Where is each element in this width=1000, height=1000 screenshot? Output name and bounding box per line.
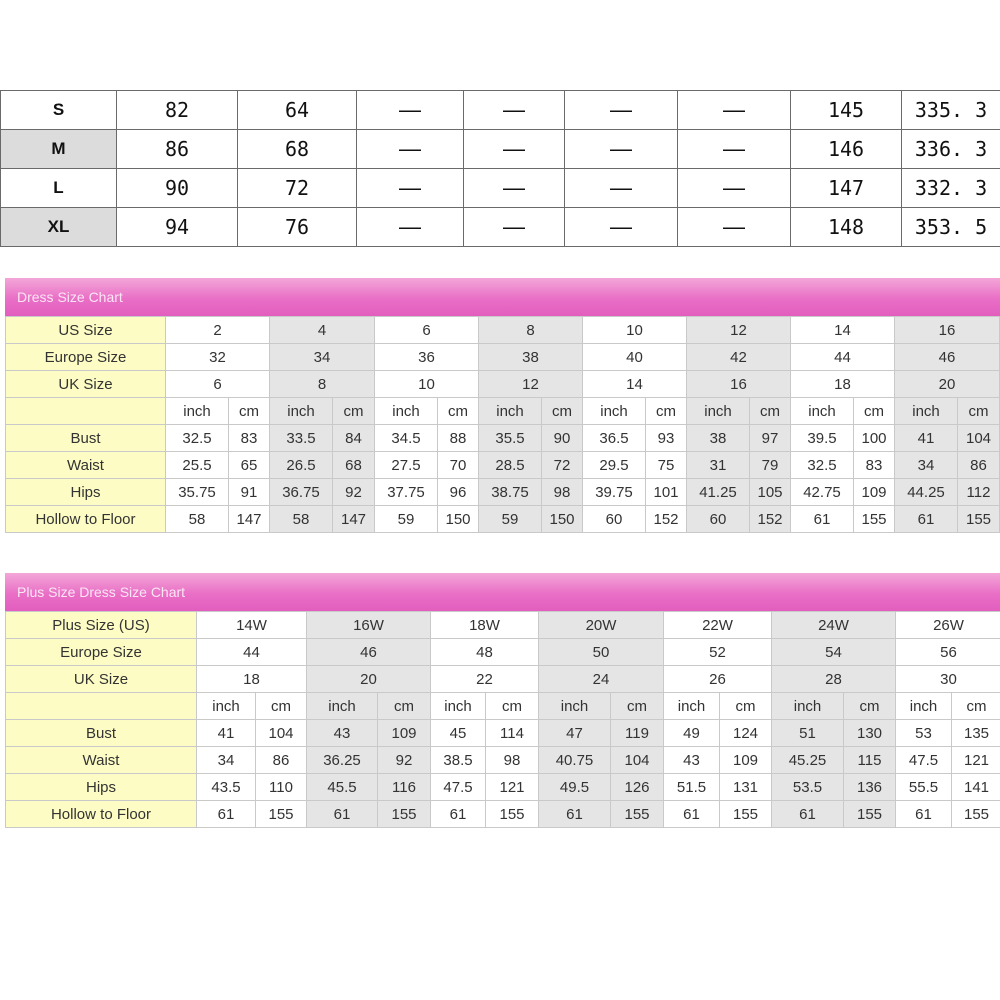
size-cell: 52 <box>664 639 772 666</box>
letter-size-table <box>0 90 1000 247</box>
size-cell: 22 <box>431 666 539 693</box>
empty-dash-cell: — <box>678 91 791 130</box>
inch-value-cell: 31 <box>687 452 750 479</box>
row-label-empty <box>6 693 197 720</box>
measurement-label: Hips <box>6 774 197 801</box>
cm-value-cell: 150 <box>438 506 479 533</box>
empty-dash-cell: — <box>464 91 565 130</box>
unit-cm: cm <box>611 693 664 720</box>
unit-inch: inch <box>479 398 542 425</box>
unit-cm: cm <box>378 693 431 720</box>
empty-dash-cell: — <box>357 91 464 130</box>
unit-inch: inch <box>791 398 854 425</box>
cm-value-cell: 115 <box>844 747 896 774</box>
size-cell: 14 <box>583 371 687 398</box>
row-label: Europe Size <box>6 639 197 666</box>
inch-value-cell: 61 <box>539 801 611 828</box>
cm-value-cell: 155 <box>844 801 896 828</box>
unit-cm: cm <box>256 693 307 720</box>
empty-dash-cell: — <box>678 169 791 208</box>
size-cell: 8 <box>270 371 375 398</box>
unit-cm: cm <box>229 398 270 425</box>
size-cell: 12 <box>687 317 791 344</box>
value-cell: 94 <box>117 208 238 247</box>
inch-value-cell: 34 <box>197 747 256 774</box>
plus-size-chart-title: Plus Size Dress Size Chart <box>5 573 1000 611</box>
dress-size-chart-title: Dress Size Chart <box>5 278 1000 316</box>
cm-value-cell: 105 <box>750 479 791 506</box>
row-label: UK Size <box>6 666 197 693</box>
value-cell: 64 <box>238 91 357 130</box>
unit-inch: inch <box>895 398 958 425</box>
unit-cm: cm <box>646 398 687 425</box>
size-cell: 46 <box>307 639 431 666</box>
unit-cm: cm <box>958 398 1000 425</box>
inch-value-cell: 39.5 <box>791 425 854 452</box>
value-cell: 148 <box>791 208 902 247</box>
measurement-label: Bust <box>6 425 166 452</box>
inch-value-cell: 25.5 <box>166 452 229 479</box>
unit-cm: cm <box>720 693 772 720</box>
cm-value-cell: 79 <box>750 452 791 479</box>
unit-inch: inch <box>772 693 844 720</box>
letter-row <box>1 169 1000 208</box>
inch-value-cell: 43 <box>307 720 378 747</box>
inch-value-cell: 51.5 <box>664 774 720 801</box>
unit-inch: inch <box>664 693 720 720</box>
inch-value-cell: 60 <box>687 506 750 533</box>
measurement-row <box>6 801 1000 828</box>
inch-value-cell: 47 <box>539 720 611 747</box>
inch-value-cell: 33.5 <box>270 425 333 452</box>
empty-dash-cell: — <box>464 208 565 247</box>
cm-value-cell: 130 <box>844 720 896 747</box>
cm-value-cell: 136 <box>844 774 896 801</box>
letter-row <box>1 130 1000 169</box>
cm-value-cell: 83 <box>854 452 895 479</box>
inch-value-cell: 61 <box>791 506 854 533</box>
empty-dash-cell: — <box>565 91 678 130</box>
empty-dash-cell: — <box>565 130 678 169</box>
measurement-row <box>6 747 1000 774</box>
size-cell: 40 <box>583 344 687 371</box>
value-cell: 147 <box>791 169 902 208</box>
uk-size-row <box>6 371 1000 398</box>
dress-size-chart <box>5 316 1000 533</box>
empty-dash-cell: — <box>565 169 678 208</box>
inch-value-cell: 26.5 <box>270 452 333 479</box>
cm-value-cell: 155 <box>854 506 895 533</box>
inch-value-cell: 51 <box>772 720 844 747</box>
size-cell: 16 <box>895 317 1000 344</box>
unit-cm: cm <box>542 398 583 425</box>
size-label: S <box>1 91 117 130</box>
cm-value-cell: 72 <box>542 452 583 479</box>
cm-value-cell: 68 <box>333 452 375 479</box>
inch-value-cell: 36.25 <box>307 747 378 774</box>
unit-row <box>6 398 1000 425</box>
cm-value-cell: 97 <box>750 425 791 452</box>
size-cell: 16 <box>687 371 791 398</box>
plus-us-size-row <box>6 612 1000 639</box>
measurement-label: Waist <box>6 452 166 479</box>
cm-value-cell: 155 <box>486 801 539 828</box>
inch-value-cell: 61 <box>307 801 378 828</box>
size-cell: 20 <box>307 666 431 693</box>
size-cell: 10 <box>375 371 479 398</box>
inch-value-cell: 43 <box>664 747 720 774</box>
row-label-empty <box>6 398 166 425</box>
size-label: L <box>1 169 117 208</box>
inch-value-cell: 37.75 <box>375 479 438 506</box>
value-cell: 86 <box>117 130 238 169</box>
cm-value-cell: 119 <box>611 720 664 747</box>
plus-unit-row <box>6 693 1000 720</box>
cm-value-cell: 109 <box>378 720 431 747</box>
inch-value-cell: 32.5 <box>791 452 854 479</box>
plus-size-chart <box>5 611 1000 828</box>
empty-dash-cell: — <box>565 208 678 247</box>
size-cell: 14 <box>791 317 895 344</box>
measurement-label: Hollow to Floor <box>6 506 166 533</box>
inch-value-cell: 43.5 <box>197 774 256 801</box>
plus-europe-size-row <box>6 639 1000 666</box>
value-cell: 145 <box>791 91 902 130</box>
measurement-label: Bust <box>6 720 197 747</box>
value-cell: 82 <box>117 91 238 130</box>
measurement-label: Hollow to Floor <box>6 801 197 828</box>
size-cell: 34 <box>270 344 375 371</box>
value-cell: 146 <box>791 130 902 169</box>
inch-value-cell: 41 <box>197 720 256 747</box>
size-cell: 44 <box>197 639 307 666</box>
size-cell: 32 <box>166 344 270 371</box>
inch-value-cell: 61 <box>772 801 844 828</box>
empty-dash-cell: — <box>464 130 565 169</box>
cm-value-cell: 65 <box>229 452 270 479</box>
unit-cm: cm <box>854 398 895 425</box>
unit-inch: inch <box>687 398 750 425</box>
size-cell: 22W <box>664 612 772 639</box>
cm-value-cell: 91 <box>229 479 270 506</box>
inch-value-cell: 49.5 <box>539 774 611 801</box>
cm-value-cell: 90 <box>542 425 583 452</box>
inch-value-cell: 58 <box>270 506 333 533</box>
unit-inch: inch <box>307 693 378 720</box>
value-cell: 335. 3 <box>902 91 1000 130</box>
inch-value-cell: 59 <box>375 506 438 533</box>
empty-dash-cell: — <box>357 130 464 169</box>
inch-value-cell: 28.5 <box>479 452 542 479</box>
inch-value-cell: 59 <box>479 506 542 533</box>
us-size-row <box>6 317 1000 344</box>
size-cell: 28 <box>772 666 896 693</box>
letter-row <box>1 208 1000 247</box>
size-cell: 54 <box>772 639 896 666</box>
size-cell: 18 <box>197 666 307 693</box>
value-cell: 76 <box>238 208 357 247</box>
row-label: Plus Size (US) <box>6 612 197 639</box>
row-label: US Size <box>6 317 166 344</box>
inch-value-cell: 61 <box>896 801 952 828</box>
cm-value-cell: 114 <box>486 720 539 747</box>
cm-value-cell: 152 <box>646 506 687 533</box>
inch-value-cell: 55.5 <box>896 774 952 801</box>
size-cell: 24 <box>539 666 664 693</box>
inch-value-cell: 61 <box>197 801 256 828</box>
value-cell: 68 <box>238 130 357 169</box>
cm-value-cell: 70 <box>438 452 479 479</box>
size-cell: 18W <box>431 612 539 639</box>
inch-value-cell: 32.5 <box>166 425 229 452</box>
cm-value-cell: 101 <box>646 479 687 506</box>
inch-value-cell: 45.5 <box>307 774 378 801</box>
cm-value-cell: 104 <box>958 425 1000 452</box>
inch-value-cell: 38.5 <box>431 747 486 774</box>
cm-value-cell: 131 <box>720 774 772 801</box>
inch-value-cell: 34.5 <box>375 425 438 452</box>
cm-value-cell: 124 <box>720 720 772 747</box>
inch-value-cell: 61 <box>431 801 486 828</box>
cm-value-cell: 98 <box>542 479 583 506</box>
cm-value-cell: 92 <box>333 479 375 506</box>
cm-value-cell: 155 <box>952 801 1000 828</box>
inch-value-cell: 36.75 <box>270 479 333 506</box>
empty-dash-cell: — <box>464 169 565 208</box>
cm-value-cell: 104 <box>611 747 664 774</box>
measurement-row <box>6 720 1000 747</box>
inch-value-cell: 36.5 <box>583 425 646 452</box>
inch-value-cell: 41 <box>895 425 958 452</box>
cm-value-cell: 92 <box>378 747 431 774</box>
cm-value-cell: 104 <box>256 720 307 747</box>
cm-value-cell: 110 <box>256 774 307 801</box>
measurement-row <box>6 774 1000 801</box>
size-cell: 26W <box>896 612 1000 639</box>
cm-value-cell: 96 <box>438 479 479 506</box>
inch-value-cell: 60 <box>583 506 646 533</box>
inch-value-cell: 53.5 <box>772 774 844 801</box>
inch-value-cell: 34 <box>895 452 958 479</box>
cm-value-cell: 135 <box>952 720 1000 747</box>
unit-cm: cm <box>438 398 479 425</box>
size-cell: 12 <box>479 371 583 398</box>
size-cell: 2 <box>166 317 270 344</box>
size-cell: 6 <box>166 371 270 398</box>
size-cell: 26 <box>664 666 772 693</box>
size-cell: 18 <box>791 371 895 398</box>
inch-value-cell: 40.75 <box>539 747 611 774</box>
row-label: UK Size <box>6 371 166 398</box>
measurement-label: Waist <box>6 747 197 774</box>
unit-inch: inch <box>896 693 952 720</box>
cm-value-cell: 109 <box>854 479 895 506</box>
size-cell: 20 <box>895 371 1000 398</box>
inch-value-cell: 27.5 <box>375 452 438 479</box>
measurement-row <box>6 452 1000 479</box>
empty-dash-cell: — <box>678 130 791 169</box>
size-cell: 44 <box>791 344 895 371</box>
cm-value-cell: 126 <box>611 774 664 801</box>
measurement-label: Hips <box>6 479 166 506</box>
cm-value-cell: 83 <box>229 425 270 452</box>
cm-value-cell: 155 <box>378 801 431 828</box>
size-cell: 30 <box>896 666 1000 693</box>
inch-value-cell: 53 <box>896 720 952 747</box>
unit-cm: cm <box>844 693 896 720</box>
size-cell: 4 <box>270 317 375 344</box>
cm-value-cell: 155 <box>256 801 307 828</box>
measurement-row <box>6 506 1000 533</box>
unit-inch: inch <box>166 398 229 425</box>
cm-value-cell: 116 <box>378 774 431 801</box>
inch-value-cell: 35.5 <box>479 425 542 452</box>
size-cell: 24W <box>772 612 896 639</box>
size-cell: 38 <box>479 344 583 371</box>
cm-value-cell: 88 <box>438 425 479 452</box>
plus-uk-size-row <box>6 666 1000 693</box>
size-cell: 36 <box>375 344 479 371</box>
inch-value-cell: 29.5 <box>583 452 646 479</box>
size-cell: 16W <box>307 612 431 639</box>
letter-row <box>1 91 1000 130</box>
size-cell: 46 <box>895 344 1000 371</box>
value-cell: 336. 3 <box>902 130 1000 169</box>
cm-value-cell: 98 <box>486 747 539 774</box>
size-cell: 8 <box>479 317 583 344</box>
cm-value-cell: 147 <box>229 506 270 533</box>
cm-value-cell: 152 <box>750 506 791 533</box>
inch-value-cell: 38 <box>687 425 750 452</box>
size-cell: 56 <box>896 639 1000 666</box>
row-label: Europe Size <box>6 344 166 371</box>
inch-value-cell: 58 <box>166 506 229 533</box>
inch-value-cell: 39.75 <box>583 479 646 506</box>
cm-value-cell: 112 <box>958 479 1000 506</box>
inch-value-cell: 42.75 <box>791 479 854 506</box>
inch-value-cell: 45.25 <box>772 747 844 774</box>
value-cell: 72 <box>238 169 357 208</box>
cm-value-cell: 121 <box>952 747 1000 774</box>
unit-cm: cm <box>750 398 791 425</box>
inch-value-cell: 47.5 <box>431 774 486 801</box>
size-cell: 14W <box>197 612 307 639</box>
europe-size-row <box>6 344 1000 371</box>
inch-value-cell: 35.75 <box>166 479 229 506</box>
cm-value-cell: 155 <box>720 801 772 828</box>
cm-value-cell: 109 <box>720 747 772 774</box>
inch-value-cell: 38.75 <box>479 479 542 506</box>
unit-inch: inch <box>539 693 611 720</box>
cm-value-cell: 93 <box>646 425 687 452</box>
measurement-row <box>6 425 1000 452</box>
size-label: M <box>1 130 117 169</box>
unit-cm: cm <box>333 398 375 425</box>
unit-inch: inch <box>375 398 438 425</box>
size-cell: 48 <box>431 639 539 666</box>
inch-value-cell: 44.25 <box>895 479 958 506</box>
empty-dash-cell: — <box>357 208 464 247</box>
value-cell: 353. 5 <box>902 208 1000 247</box>
inch-value-cell: 61 <box>664 801 720 828</box>
cm-value-cell: 86 <box>958 452 1000 479</box>
empty-dash-cell: — <box>357 169 464 208</box>
empty-dash-cell: — <box>678 208 791 247</box>
inch-value-cell: 41.25 <box>687 479 750 506</box>
measurement-row <box>6 479 1000 506</box>
size-cell: 20W <box>539 612 664 639</box>
cm-value-cell: 75 <box>646 452 687 479</box>
size-cell: 10 <box>583 317 687 344</box>
inch-value-cell: 47.5 <box>896 747 952 774</box>
cm-value-cell: 155 <box>611 801 664 828</box>
cm-value-cell: 155 <box>958 506 1000 533</box>
unit-inch: inch <box>431 693 486 720</box>
cm-value-cell: 121 <box>486 774 539 801</box>
unit-inch: inch <box>270 398 333 425</box>
size-label: XL <box>1 208 117 247</box>
cm-value-cell: 86 <box>256 747 307 774</box>
cm-value-cell: 141 <box>952 774 1000 801</box>
unit-cm: cm <box>486 693 539 720</box>
cm-value-cell: 150 <box>542 506 583 533</box>
size-cell: 50 <box>539 639 664 666</box>
inch-value-cell: 61 <box>895 506 958 533</box>
cm-value-cell: 84 <box>333 425 375 452</box>
cm-value-cell: 100 <box>854 425 895 452</box>
size-cell: 42 <box>687 344 791 371</box>
unit-cm: cm <box>952 693 1000 720</box>
size-cell: 6 <box>375 317 479 344</box>
unit-inch: inch <box>197 693 256 720</box>
unit-inch: inch <box>583 398 646 425</box>
value-cell: 90 <box>117 169 238 208</box>
value-cell: 332. 3 <box>902 169 1000 208</box>
cm-value-cell: 147 <box>333 506 375 533</box>
inch-value-cell: 49 <box>664 720 720 747</box>
inch-value-cell: 45 <box>431 720 486 747</box>
